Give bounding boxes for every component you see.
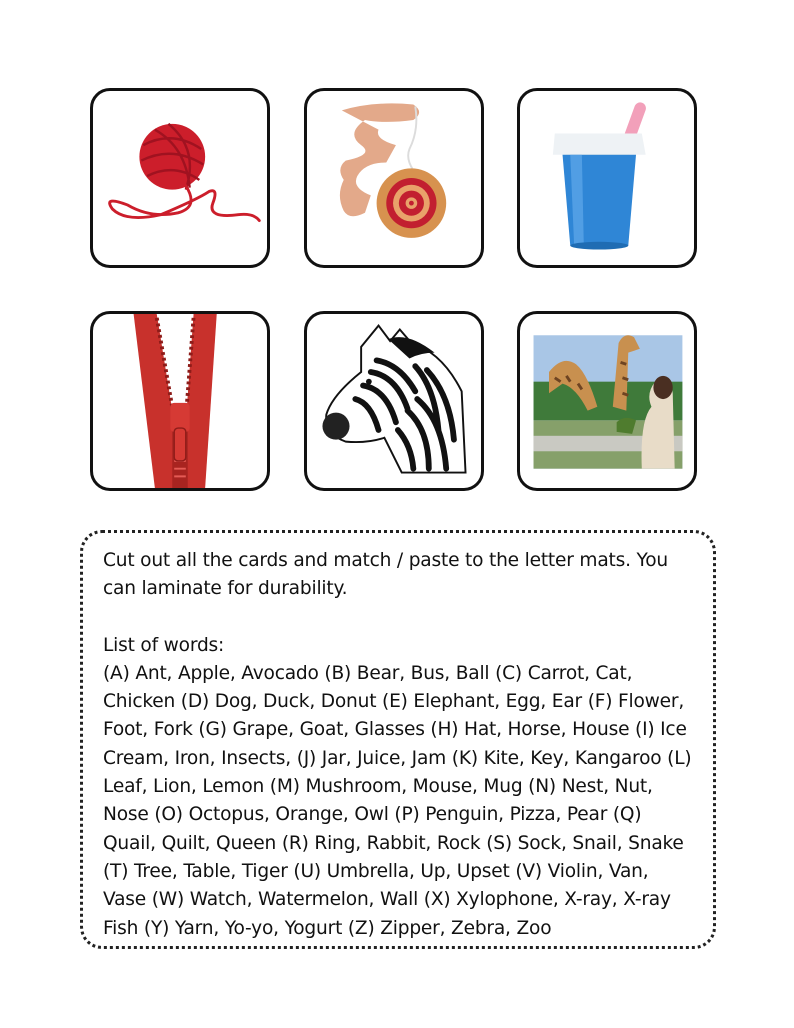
word-list-heading: List of words: [103,634,225,656]
yogurt-icon [520,91,694,265]
zebra-icon [307,314,481,488]
yo-yo-icon [307,91,481,265]
card-zoo [517,311,697,491]
card-yogurt [517,88,697,268]
zoo-giraffes-icon [520,314,694,488]
yarn-ball-icon [93,91,267,265]
instructions-box [80,530,716,949]
card-yarn [90,88,270,268]
word-list: (A) Ant, Apple, Avocado (B) Bear, Bus, Ball (C) Carrot, Cat, Chicken (D) Dog, Duck, Donut (E) Elephant, Egg, Ear (F) Flower, Foot, Fork (G) Grape, Goat, Glasses (H) Hat, Horse, House (I) Ice Cream, Iron, Insects, (J) Jar, Juice, Jam (K) Kite, Key, Kangaroo (L) Leaf, Lion, Lemon (M) Mushroom, Mouse, Mug (N) Nest, Nut, Nose (O) Octopus, Orange, Owl (P) Penguin, Pizza, Pear (Q) Quail, Quilt, Queen (R) Ring, Rabbit, Rock (S) Sock, Snail, Snake (T) Tree, Table, Tiger (U) Umbrella, Up, Upset (V) Violin, Van, Vase (W) Watch, Watermelon, Wall (X) Xylophone, X-ray, X-ray Fish (Y) Yarn, Yo-yo, Yogurt (Z) Zipper, Zebra, Zoo [103,662,692,939]
card-yo-yo [304,88,484,268]
spacer [103,604,695,632]
card-zipper [90,311,270,491]
instructions-intro: Cut out all the cards and match / paste to the letter mats. You can laminate for durability. [103,550,668,600]
zipper-icon [93,314,267,488]
card-zebra [304,311,484,491]
